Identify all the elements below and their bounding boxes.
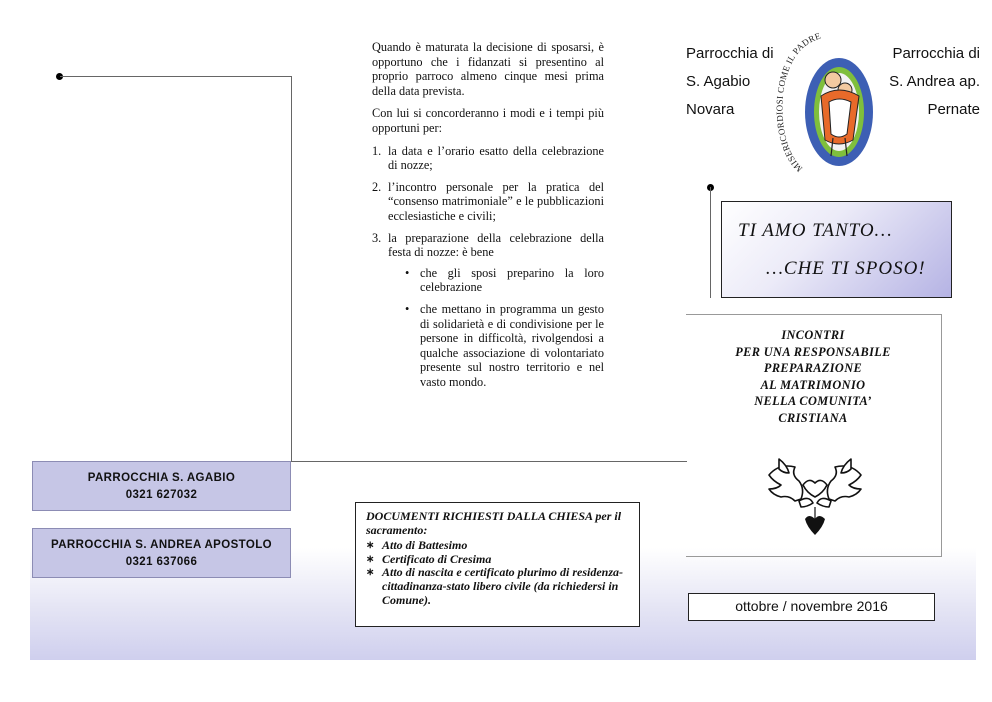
documents-title: DOCUMENTI RICHIESTI DALLA CHIESA per il sacramento: xyxy=(366,509,622,537)
parish-left-line: Novara xyxy=(686,101,735,118)
contact-s-agabio xyxy=(32,461,291,511)
subtitle-text xyxy=(700,327,926,426)
marriage-info-text xyxy=(372,40,604,396)
date-box: ottobre / novembre 2016 xyxy=(688,593,935,621)
list-item-text: la data e l’orario esatto della celebrazione di nozze; xyxy=(388,143,604,173)
subtitle-line: PREPARAZIONE xyxy=(763,361,863,375)
contact-phone: 0321 637066 xyxy=(125,556,198,568)
second-paragraph: Con lui si concorderanno i modi e i tempi più opportuni per: xyxy=(372,106,604,135)
contact-name: PARROCCHIA S. ANDREA APOSTOLO xyxy=(51,539,272,551)
required-documents-box xyxy=(355,502,640,627)
bullet-text: che gli sposi preparino la loro celebrazione xyxy=(420,265,604,295)
asterisk-icon: ∗ xyxy=(366,553,375,565)
parish-right-line: Pernate xyxy=(927,101,980,118)
asterisk-icon: ∗ xyxy=(366,540,375,552)
list-number: 3. xyxy=(372,230,382,245)
parish-left-line: S. Agabio xyxy=(686,73,751,90)
parish-left-line: Parrocchia di xyxy=(686,45,774,62)
bullet-item xyxy=(388,302,604,390)
numbered-list xyxy=(372,144,604,390)
asterisk-icon: ∗ xyxy=(366,567,375,579)
parish-right-line: S. Andrea ap. xyxy=(889,73,980,90)
subtitle-line: PER UNA RESPONSABILE xyxy=(735,344,891,359)
document-item xyxy=(366,539,629,553)
subtitle-line: AL MATRIMONIO xyxy=(760,377,866,392)
contact-name: PARROCCHIA S. AGABIO xyxy=(87,472,236,484)
subtitle-line: CRISTIANA xyxy=(778,410,848,425)
document-text: Atto di nascita e certificato plurimo di residenza-cittadinanza-stato libero civile (da richiedersi in Comune). xyxy=(382,565,623,607)
connector-line-right-vertical xyxy=(710,187,711,298)
list-item xyxy=(372,231,604,390)
list-item xyxy=(372,180,604,224)
list-item-text: la preparazione della celebrazione della festa di nozze: è bene xyxy=(388,230,604,260)
documents-list xyxy=(366,539,629,607)
title-box xyxy=(721,201,952,298)
list-number: 1. xyxy=(372,143,382,158)
document-item xyxy=(366,553,629,567)
connector-line-middle xyxy=(291,461,687,462)
list-item xyxy=(372,144,604,173)
bullet-list xyxy=(388,266,604,390)
bullet-icon: • xyxy=(405,265,410,280)
connector-line-vertical xyxy=(291,76,292,462)
subtitle-line: NELLA COMUNITA’ xyxy=(754,394,872,408)
doves-hearts-icon xyxy=(765,455,865,540)
document-text: Atto di Battesimo xyxy=(382,538,468,553)
bullet-item xyxy=(388,266,604,295)
parish-right-line: Parrocchia di xyxy=(892,45,980,62)
document-item xyxy=(366,566,629,607)
list-item-text: l’incontro personale per la pratica del “consenso matrimoniale” e le pubblicazioni ecclesiastiche e civili; xyxy=(388,179,604,223)
bullet-icon: • xyxy=(405,301,410,316)
list-number: 2. xyxy=(372,179,382,194)
connector-line-top xyxy=(60,76,292,77)
jubilee-logo-icon xyxy=(773,30,885,186)
intro-paragraph: Quando è maturata la decisione di sposarsi, è opportuno che i fidanzati si presentino al proprio parroco almeno cinque mesi prima della data prevista. xyxy=(372,40,604,98)
document-text: Certificato di Cresima xyxy=(382,551,492,566)
subtitle-line: INCONTRI xyxy=(781,328,845,342)
contact-phone: 0321 627032 xyxy=(125,489,198,501)
title-line-2: …CHE TI SPOSO! xyxy=(766,258,926,279)
contact-s-andrea xyxy=(32,528,291,578)
logo-motto-path: MISERICORDIOSI COME IL PADRE xyxy=(774,30,823,174)
parish-left xyxy=(686,40,774,124)
bullet-text: che mettano in programma un gesto di solidarietà e di condivisione per le persone in difficoltà, rivolgendosi a qualche associazione di volontariato presente sul nostro territorio e nel vasto mondo. xyxy=(420,301,604,389)
title-line-1: TI AMO TANTO… xyxy=(738,220,893,241)
parish-right xyxy=(889,40,980,124)
